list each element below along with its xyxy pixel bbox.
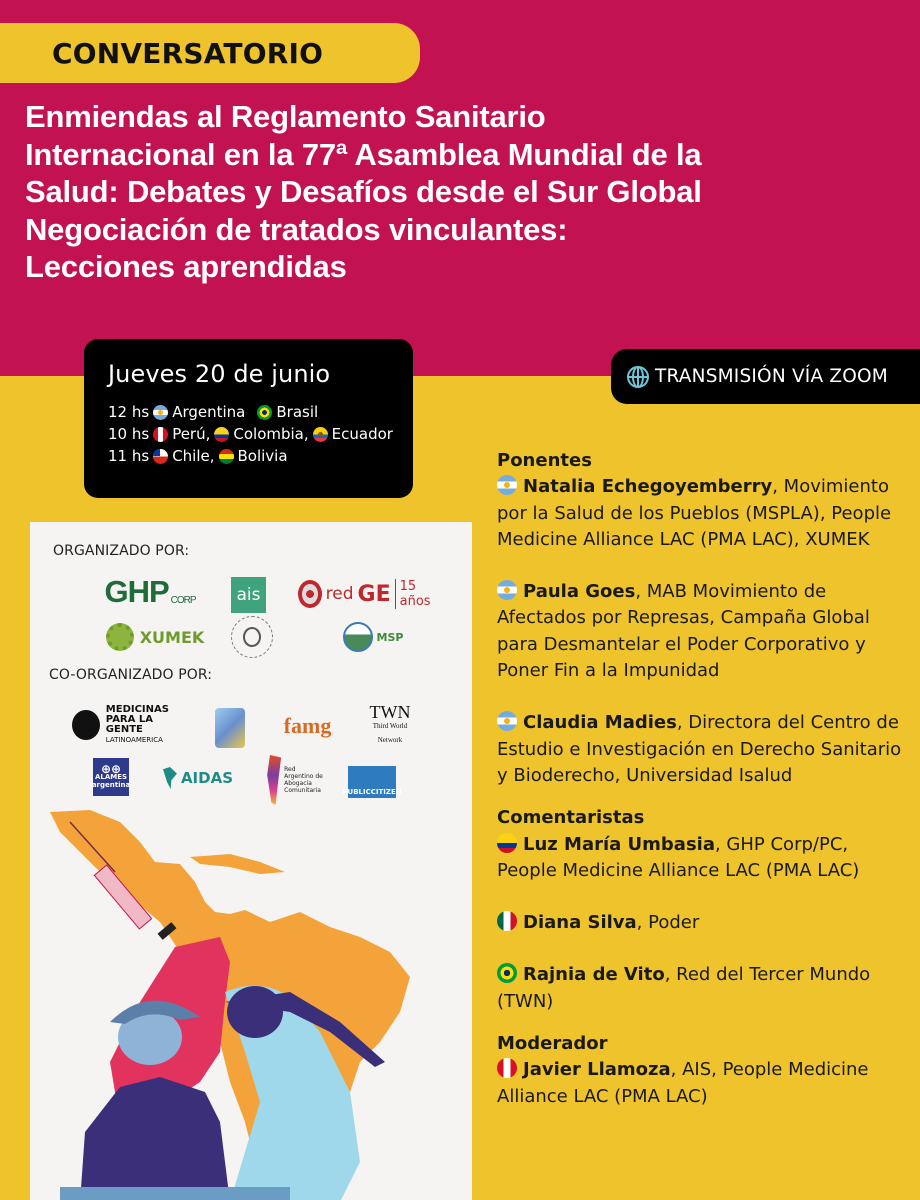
country-name: Bolivia <box>237 447 288 465</box>
comentaristas-section <box>497 805 907 1015</box>
observatorio-logo <box>231 616 273 658</box>
moderador-section <box>497 1031 907 1110</box>
brasil-flag-icon <box>257 405 272 420</box>
xumek-logo <box>90 619 220 655</box>
schedule-box <box>84 339 413 498</box>
schedule-time: 11 hs <box>108 447 150 465</box>
speaker-entry <box>497 579 907 684</box>
logo-text: AIDAS <box>180 769 233 787</box>
speaker-affiliation: , MAB Movimiento de Afectados por Represas, Campaña Global para Desmantelar el Poder Corporativo y Poner Fin a la Impunidad <box>497 581 870 682</box>
event-date: Jueves 20 de junio <box>108 360 331 388</box>
msp-circle-icon <box>343 622 373 652</box>
country-name: Chile, <box>172 447 215 465</box>
event-type-badge <box>0 23 420 83</box>
public-citizen-logo <box>342 766 402 798</box>
speaker-affiliation: , Poder <box>636 912 700 934</box>
logo-text: Abogacía <box>284 780 312 787</box>
redge-ring-icon <box>298 580 322 608</box>
stream-label: TRANSMISIÓN VÍA ZOOM <box>655 366 888 387</box>
logo-text: red <box>325 584 354 604</box>
co-organized-by-label: CO-ORGANIZADO POR: <box>49 667 213 683</box>
title-line: Negociación de tratados vinculantes: <box>25 211 568 247</box>
schedule-row <box>108 423 413 445</box>
speaker-entry <box>497 832 907 885</box>
title-line: Lecciones aprendidas <box>25 249 347 284</box>
speaker-affiliation: , Directora del Centro de Estudio e Investigación en Derecho Sanitario y Bioderecho, Universidad Isalud <box>497 712 902 786</box>
ecuador-flag-icon <box>313 427 328 442</box>
americas-map-icon <box>163 767 177 789</box>
msp-logo <box>313 619 433 655</box>
logo-text: 15 años <box>395 579 440 609</box>
speakers-list <box>497 448 907 1110</box>
logo-text: argentina <box>91 781 131 789</box>
schedule-time: 12 hs <box>108 403 150 421</box>
speaker-name: Paula Goes <box>523 581 636 603</box>
logo-text <box>284 766 323 794</box>
logo-text: Comunitaria <box>284 787 321 794</box>
globe-head-icon <box>72 710 100 740</box>
speaker-name: Javier Llamoza <box>523 1059 671 1081</box>
section-heading: Ponentes <box>497 450 592 471</box>
speaker-affiliation: , AIS, People Medicine Alliance LAC (PMA LAC) <box>497 1059 869 1107</box>
logo-text: GHP <box>104 574 169 609</box>
twn-logo <box>360 702 420 744</box>
mexico-flag-icon <box>497 911 517 931</box>
red-argentina-abogacia-comunitaria-logo <box>265 752 325 808</box>
logo-text: Argentino de <box>284 773 323 780</box>
organized-by-label: ORGANIZADO POR: <box>53 543 190 559</box>
speaker-name: Luz María Umbasia <box>523 833 715 855</box>
title-line: Salud: Debates y Desafíos desde el Sur Global <box>25 174 702 209</box>
argentina-flag-icon <box>497 580 517 600</box>
title-line: Enmiendas al Reglamento Sanitario <box>25 99 546 134</box>
section-heading: Moderador <box>497 1033 608 1055</box>
aidas-logo <box>163 764 233 792</box>
section-heading: Comentaristas <box>497 807 645 829</box>
country-name: Colombia, <box>233 425 309 443</box>
speaker-entry <box>497 474 907 553</box>
peru-flag-icon <box>153 427 168 442</box>
argentina-map-icon <box>267 755 281 805</box>
organizers-panel <box>30 522 472 1200</box>
schedule-row <box>108 401 413 423</box>
logo-text: Third World Network <box>372 722 408 744</box>
aasp-logo <box>215 708 245 748</box>
logo-text: PARA LA GENTE <box>105 714 153 735</box>
logo-text: LATINOAMERICA <box>105 736 163 744</box>
event-title <box>25 98 905 286</box>
schedule-row <box>108 445 413 467</box>
speaker-affiliation: , GHP Corp/PC, People Medicine Alliance LAC (PMA LAC) <box>497 833 860 881</box>
speaker-entry <box>497 1057 907 1110</box>
logo-text: CORP <box>170 595 196 606</box>
globe-icon: ⊕⊕ <box>100 762 122 776</box>
famg-logo <box>275 708 340 744</box>
event-type-label: CONVERSATORIO <box>52 36 324 70</box>
speaker-name: Rajnia de Vito <box>523 964 665 986</box>
argentina-flag-icon <box>497 711 517 731</box>
peru-flag-icon <box>497 1058 517 1078</box>
logo-text: MSP <box>376 630 404 644</box>
logo-text: ALAMES <box>94 773 128 781</box>
bolivia-flag-icon <box>219 449 234 464</box>
logo-text: XUMEK <box>139 627 205 647</box>
logo-text: TWN <box>369 702 411 722</box>
logo-text: Red <box>284 766 296 773</box>
speaker-name: Diana Silva <box>523 912 637 934</box>
speaker-name: Claudia Madies <box>523 712 677 734</box>
schedule-time: 10 hs <box>108 425 150 443</box>
xumek-gear-icon <box>106 623 134 651</box>
logo-text: famg <box>283 713 332 738</box>
ponentes-section <box>497 448 907 789</box>
ais-logo <box>231 577 266 613</box>
logo-text: ais <box>236 585 261 605</box>
logo-text: MEDICINAS <box>105 704 169 715</box>
redge-logo <box>298 577 440 611</box>
logo-text <box>106 705 187 745</box>
country-name: Perú, <box>172 425 211 443</box>
country-name: Brasil <box>276 403 319 421</box>
argentina-flag-icon <box>153 405 168 420</box>
chile-flag-icon <box>153 449 168 464</box>
speaker-affiliation: , Red del Tercer Mundo (TWN) <box>497 964 871 1012</box>
stream-badge <box>611 349 920 404</box>
logo-text: GE <box>357 581 391 607</box>
medicinas-para-la-gente-logo <box>72 704 187 744</box>
argentina-flag-icon <box>497 475 517 495</box>
brasil-flag-icon <box>497 963 517 983</box>
speaker-entry <box>497 910 907 936</box>
logo-text: PUBLICCITIZEN <box>342 788 402 796</box>
alames-argentina-logo <box>93 758 129 796</box>
country-name: Argentina <box>172 403 246 421</box>
speaker-name: Natalia Echegoyemberry <box>523 476 773 498</box>
title-line: Internacional en la 77ª Asamblea Mundial de la <box>25 136 702 172</box>
colombia-flag-icon <box>214 427 229 442</box>
colombia-flag-icon <box>497 833 517 853</box>
latin-america-health-illustration <box>30 802 472 1200</box>
speaker-entry <box>497 710 907 789</box>
globe-icon <box>627 366 649 388</box>
speaker-affiliation: , Movimiento por la Salud de los Pueblos (MSPLA), People Medicine Alliance LAC (PMA LAC), XUMEK <box>497 476 892 550</box>
ghp-corp-logo <box>90 574 210 610</box>
country-name: Ecuador <box>331 425 393 443</box>
speaker-entry <box>497 962 907 1015</box>
